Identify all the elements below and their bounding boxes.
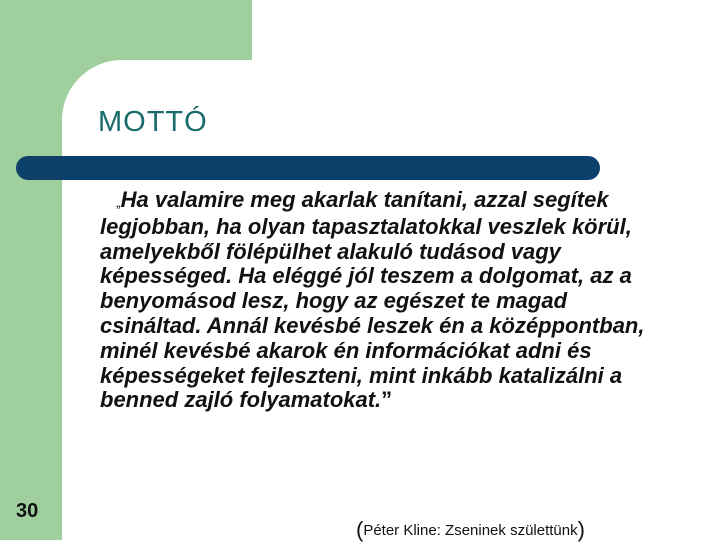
attribution-text: Péter Kline: Zseninek születtünk (363, 522, 578, 539)
motto-quote (100, 188, 670, 413)
quote-text: Ha valamire meg akarlak tanítani, azzal segítek legjobban, ha olyan tapasztalatokkal veszlek körül, amelyekből fölépülhet alakuló tudásod vagy képességed. Ha eléggé jól teszem a dolgomat, az a benyomásod lesz, hogy az egészet te magad csináltad. Annál kevésbé leszek én a középpontban, minél kevésbé akarok én információkat adni és képességeket fejleszteni, mint inkább katalizálni a benned zajló folyamatokat. (100, 187, 645, 413)
attribution-open-paren: ( (356, 517, 364, 542)
page-number: 30 (16, 500, 39, 522)
slide-title: MOTTÓ (98, 106, 208, 138)
quote-open-mark: „ (116, 194, 121, 210)
attribution-close-paren: ) (577, 517, 585, 542)
title-divider (16, 156, 600, 180)
quote-close-mark: ” (381, 387, 393, 413)
quote-attribution (356, 517, 585, 543)
